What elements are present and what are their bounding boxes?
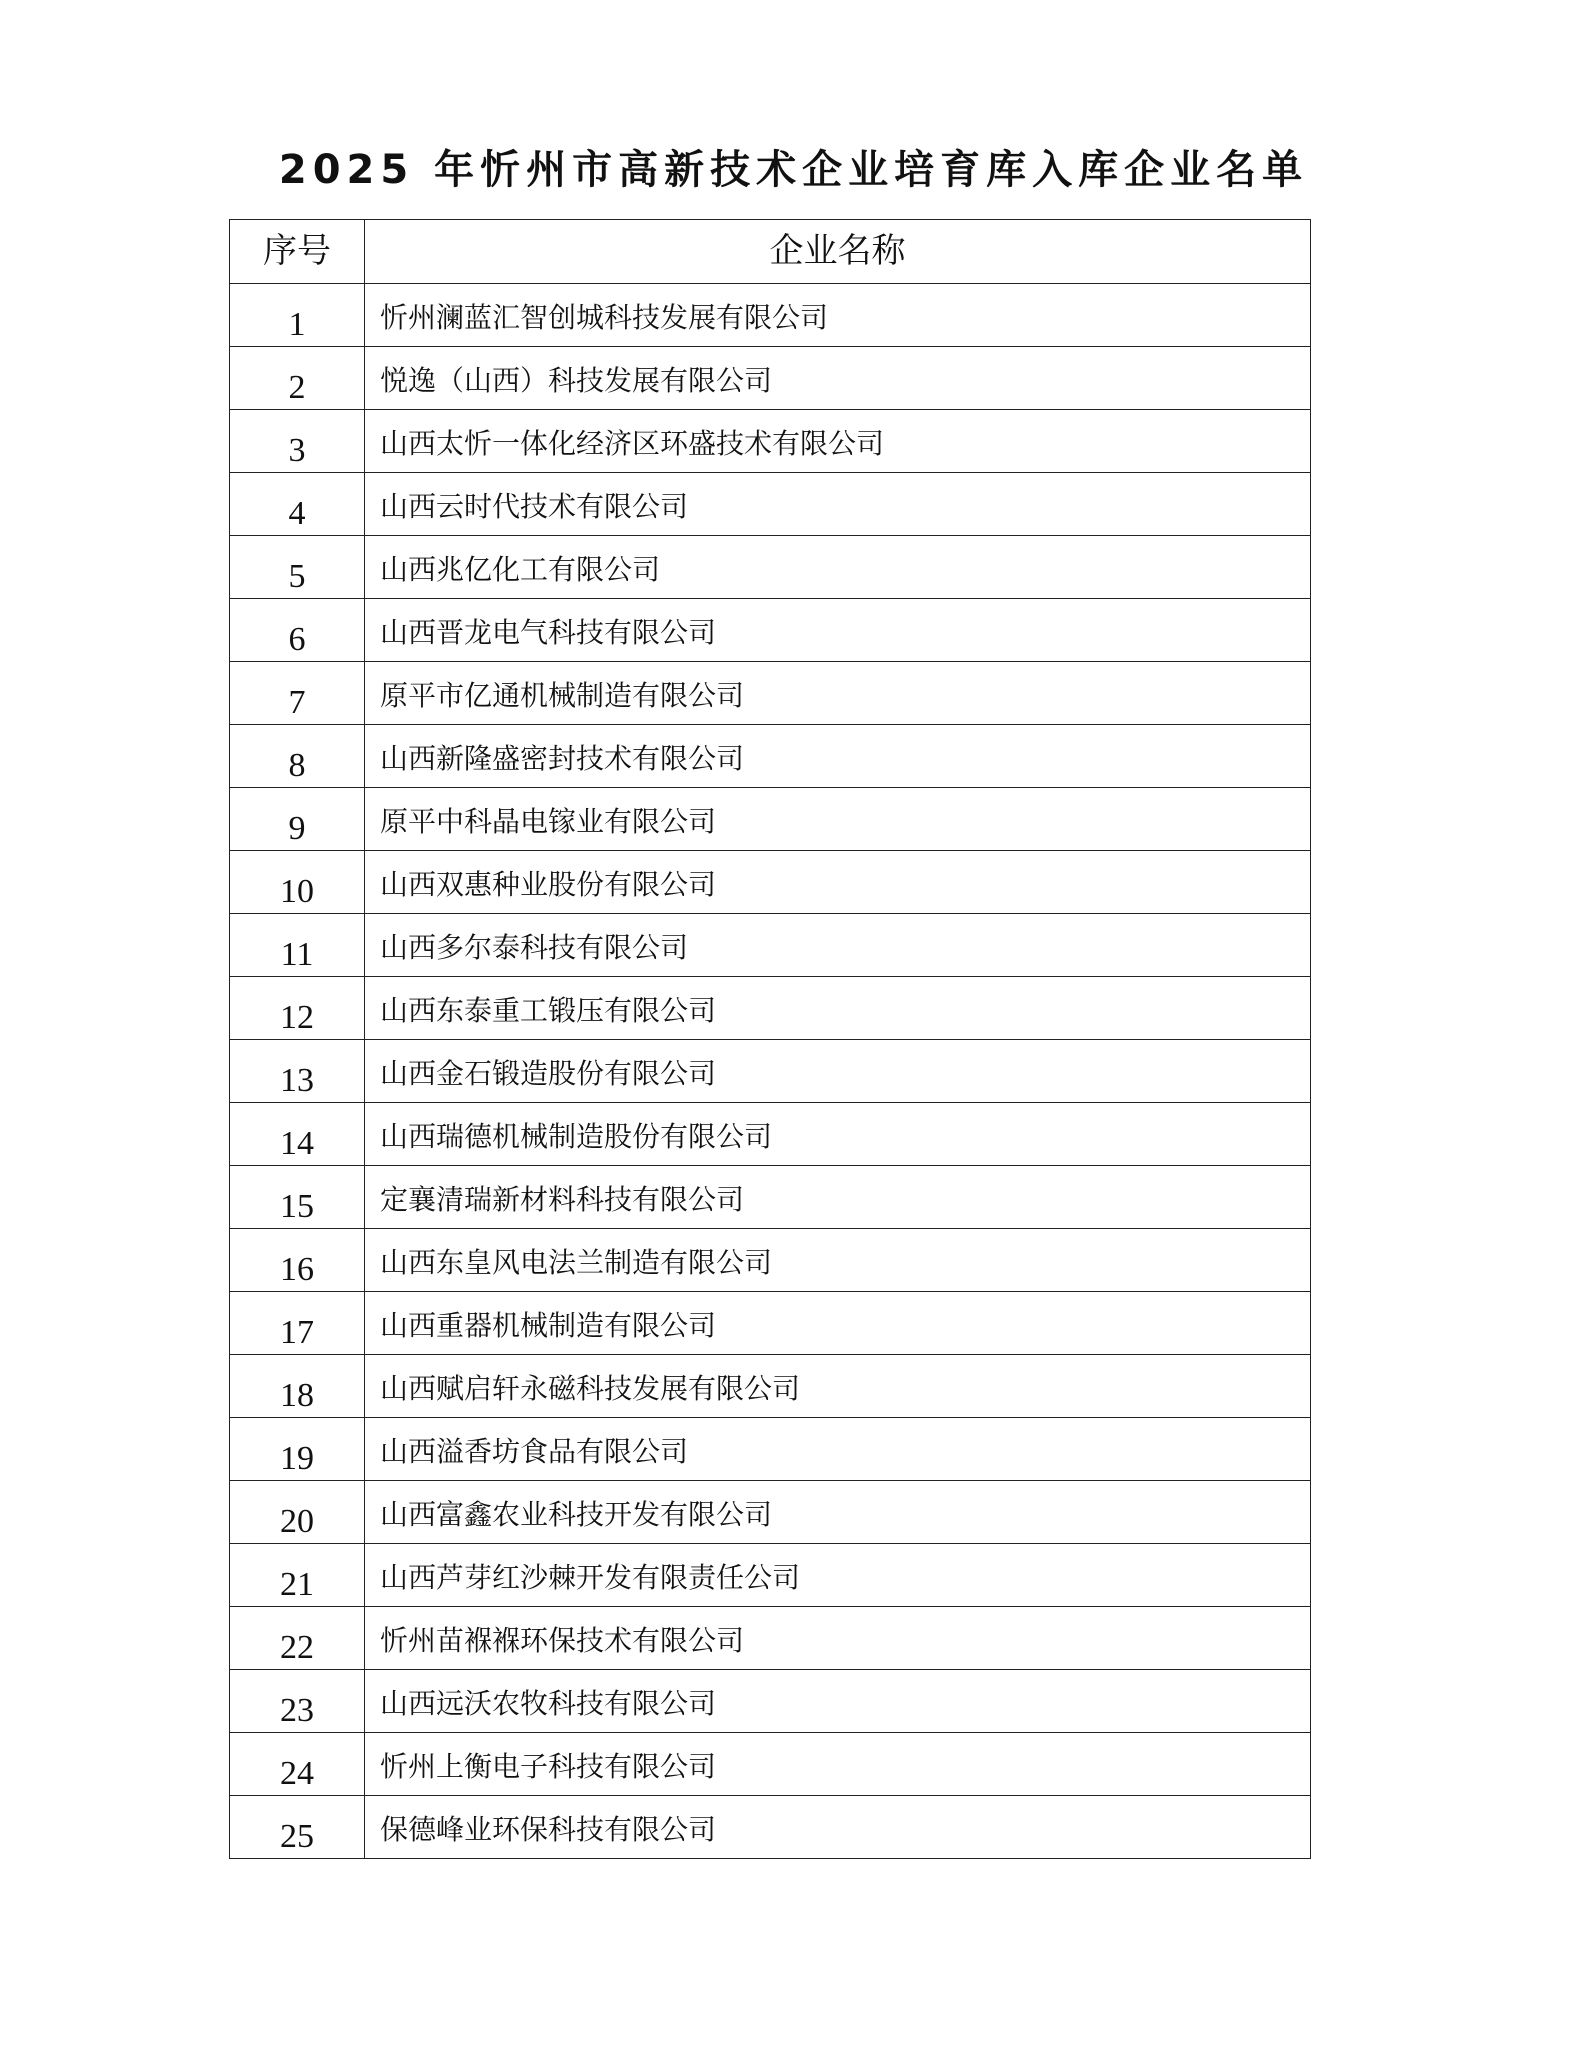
- table-row: [230, 1166, 1311, 1229]
- row-number: 1: [230, 284, 365, 347]
- enterprise-name: 定襄清瑞新材料科技有限公司: [365, 1166, 1311, 1229]
- table-row: [230, 536, 1311, 599]
- row-number: 22: [230, 1607, 365, 1670]
- table-row: [230, 851, 1311, 914]
- table-row: [230, 1607, 1311, 1670]
- table-row: [230, 914, 1311, 977]
- enterprise-name: 保德峰业环保科技有限公司: [365, 1796, 1311, 1859]
- enterprise-name: 山西重器机械制造有限公司: [365, 1292, 1311, 1355]
- enterprise-name: 山西赋启轩永磁科技发展有限公司: [365, 1355, 1311, 1418]
- enterprise-name: 山西溢香坊食品有限公司: [365, 1418, 1311, 1481]
- enterprise-name: 山西多尔泰科技有限公司: [365, 914, 1311, 977]
- row-number: 5: [230, 536, 365, 599]
- row-number: 6: [230, 599, 365, 662]
- table-row: [230, 977, 1311, 1040]
- enterprise-name: 山西新隆盛密封技术有限公司: [365, 725, 1311, 788]
- row-number: 23: [230, 1670, 365, 1733]
- row-number: 15: [230, 1166, 365, 1229]
- enterprise-name: 山西富鑫农业科技开发有限公司: [365, 1481, 1311, 1544]
- table-row: [230, 725, 1311, 788]
- column-header-number: 序号: [230, 220, 365, 284]
- table-row: [230, 662, 1311, 725]
- row-number: 20: [230, 1481, 365, 1544]
- column-header-name: 企业名称: [365, 220, 1311, 284]
- table-header-row: [230, 220, 1311, 284]
- table-row: [230, 1796, 1311, 1859]
- row-number: 19: [230, 1418, 365, 1481]
- enterprise-name: 悦逸（山西）科技发展有限公司: [365, 347, 1311, 410]
- table-row: [230, 1733, 1311, 1796]
- row-number: 16: [230, 1229, 365, 1292]
- enterprise-name: 山西兆亿化工有限公司: [365, 536, 1311, 599]
- enterprise-name: 忻州澜蓝汇智创城科技发展有限公司: [365, 284, 1311, 347]
- row-number: 24: [230, 1733, 365, 1796]
- table-row: [230, 410, 1311, 473]
- table-row: [230, 1229, 1311, 1292]
- table-row: [230, 1292, 1311, 1355]
- table-row: [230, 599, 1311, 662]
- enterprise-name: 原平市亿通机械制造有限公司: [365, 662, 1311, 725]
- row-number: 10: [230, 851, 365, 914]
- table-row: [230, 788, 1311, 851]
- table-row: [230, 1544, 1311, 1607]
- row-number: 17: [230, 1292, 365, 1355]
- row-number: 12: [230, 977, 365, 1040]
- enterprise-name: 忻州苗褓褓环保技术有限公司: [365, 1607, 1311, 1670]
- row-number: 2: [230, 347, 365, 410]
- table-row: [230, 1418, 1311, 1481]
- page-title: 2025 年忻州市高新技术企业培育库入库企业名单: [278, 147, 1309, 193]
- enterprise-name: 忻州上衡电子科技有限公司: [365, 1733, 1311, 1796]
- row-number: 9: [230, 788, 365, 851]
- table-row: [230, 284, 1311, 347]
- table-row: [230, 1355, 1311, 1418]
- enterprise-name: 山西双惠种业股份有限公司: [365, 851, 1311, 914]
- row-number: 18: [230, 1355, 365, 1418]
- row-number: 7: [230, 662, 365, 725]
- table-row: [230, 1040, 1311, 1103]
- enterprise-name: 山西太忻一体化经济区环盛技术有限公司: [365, 410, 1311, 473]
- row-number: 14: [230, 1103, 365, 1166]
- row-number: 8: [230, 725, 365, 788]
- table-row: [230, 473, 1311, 536]
- row-number: 3: [230, 410, 365, 473]
- enterprise-name: 山西东泰重工锻压有限公司: [365, 977, 1311, 1040]
- enterprise-name: 山西远沃农牧科技有限公司: [365, 1670, 1311, 1733]
- enterprise-name: 原平中科晶电镓业有限公司: [365, 788, 1311, 851]
- row-number: 21: [230, 1544, 365, 1607]
- enterprise-name: 山西瑞德机械制造股份有限公司: [365, 1103, 1311, 1166]
- table-row: [230, 1103, 1311, 1166]
- table-row: [230, 1670, 1311, 1733]
- enterprise-table: [229, 219, 1311, 1859]
- row-number: 25: [230, 1796, 365, 1859]
- table-row: [230, 1481, 1311, 1544]
- enterprise-name: 山西芦芽红沙棘开发有限责任公司: [365, 1544, 1311, 1607]
- row-number: 4: [230, 473, 365, 536]
- row-number: 11: [230, 914, 365, 977]
- enterprise-name: 山西东皇风电法兰制造有限公司: [365, 1229, 1311, 1292]
- enterprise-name: 山西金石锻造股份有限公司: [365, 1040, 1311, 1103]
- enterprise-name: 山西晋龙电气科技有限公司: [365, 599, 1311, 662]
- row-number: 13: [230, 1040, 365, 1103]
- enterprise-name: 山西云时代技术有限公司: [365, 473, 1311, 536]
- table-row: [230, 347, 1311, 410]
